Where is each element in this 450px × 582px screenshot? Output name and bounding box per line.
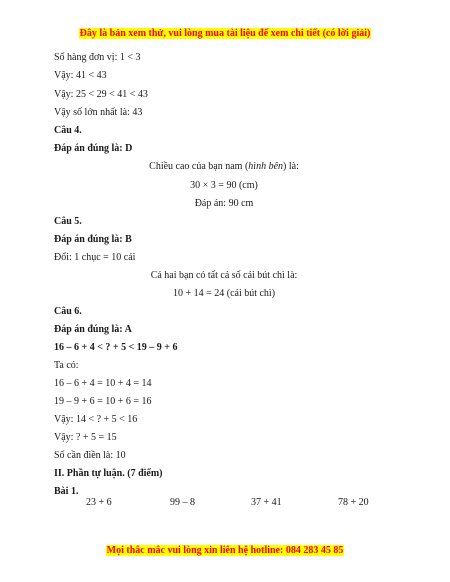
solution-text: Chiều cao của bạn nam ( <box>149 161 249 172</box>
expression: 99 – 8 <box>170 497 195 508</box>
answer-line: Đáp án đúng là: D <box>54 143 133 154</box>
solution-line: 30 × 3 = 90 (cm) <box>190 180 258 191</box>
question-heading: Câu 5. <box>54 216 82 227</box>
question-heading: Câu 4. <box>54 125 82 136</box>
text-line: Vậy: 14 < ? + 5 < 16 <box>54 414 138 425</box>
expression: 37 + 41 <box>251 497 282 508</box>
text-line: 19 – 9 + 6 = 10 + 6 = 16 <box>54 396 152 407</box>
question-heading: Câu 6. <box>54 306 82 317</box>
expression: 78 + 20 <box>338 497 369 508</box>
preview-banner-text: Đây là bản xem thử, vui lòng mua tài liệu để xem chi tiết (có lời giải) <box>79 28 371 39</box>
text-line: Vậy: 25 < 29 < 41 < 43 <box>54 89 148 100</box>
solution-line: 10 + 14 = 24 (cái bút chì) <box>172 288 276 299</box>
text-line: Vậy: 41 < 43 <box>54 70 107 81</box>
answer-line: Đáp án đúng là: A <box>54 324 132 335</box>
expression-row <box>0 497 450 509</box>
expression: 23 + 6 <box>86 497 112 508</box>
solution-text: ) là: <box>283 161 299 172</box>
text-line: Đổi: 1 chục = 10 cái <box>54 252 136 263</box>
solution-line: Đáp án: 90 cm <box>194 198 254 209</box>
hotline-banner-text: Mọi thắc mắc vui lòng xin liên hệ hotline: 084 283 45 85 <box>106 545 344 556</box>
preview-banner <box>0 28 450 40</box>
text-line: Số cần điền là: 10 <box>54 450 126 461</box>
hotline-banner <box>0 545 450 557</box>
text-line: 16 – 6 + 4 = 10 + 4 = 14 <box>54 378 152 389</box>
answer-line: Đáp án đúng là: B <box>54 234 132 245</box>
solution-text-italic: hình bên <box>248 161 284 172</box>
text-line: Số hàng đơn vị: 1 < 3 <box>54 52 141 63</box>
text-line: Vậy số lớn nhất là: 43 <box>54 107 143 118</box>
exercise-heading: Bài 1. <box>54 486 79 497</box>
section-heading: II. Phần tự luận. (7 điểm) <box>54 468 163 479</box>
text-line: Ta có: <box>54 360 79 371</box>
solution-line <box>54 161 394 173</box>
solution-line: Cả hai bạn có tất cả số cái bút chì là: <box>150 270 298 281</box>
problem-line: 16 – 6 + 4 < ? + 5 < 19 – 9 + 6 <box>54 342 178 353</box>
text-line: Vậy: ? + 5 = 15 <box>54 432 117 443</box>
